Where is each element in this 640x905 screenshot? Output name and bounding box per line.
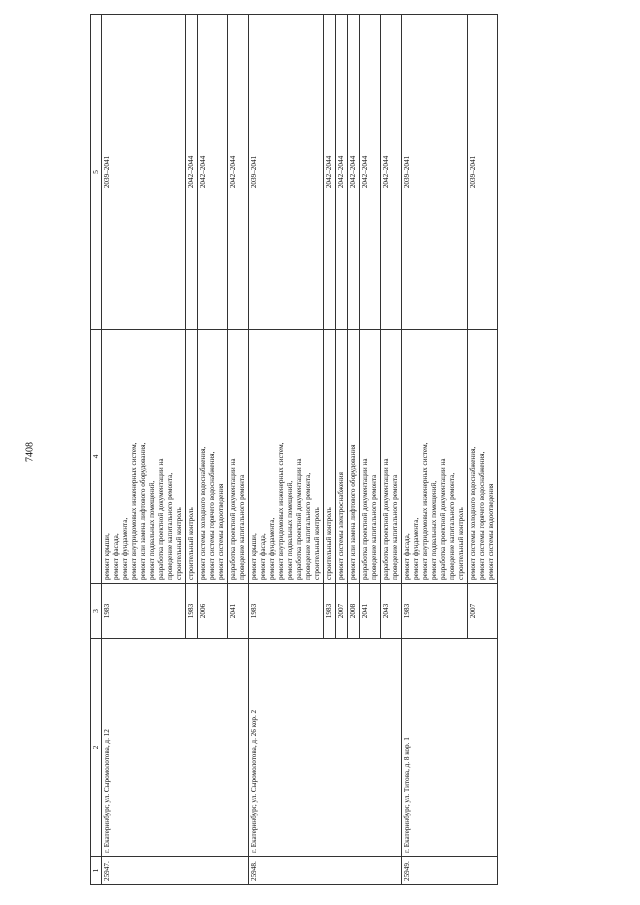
year-cell: 2008 xyxy=(348,584,360,639)
work-line: разработка проектной документации на xyxy=(439,458,447,580)
work-line: ремонт фундамента, xyxy=(121,517,129,580)
work-line: ремонт подвальных помещений, xyxy=(286,480,294,580)
work-line: разработка проектной документации на xyxy=(157,458,165,580)
period-cell: 2039–2041 xyxy=(468,15,498,330)
table-row xyxy=(402,15,468,885)
year-cell: 1983 xyxy=(402,584,468,639)
work-line: строительный контроль xyxy=(457,507,465,580)
landscape-table-container xyxy=(90,15,610,885)
work-line: ремонт подвальных помещений, xyxy=(430,480,438,580)
work-cell xyxy=(381,330,402,584)
work-line: строительный контроль xyxy=(175,507,183,580)
work-line: разработка проектной документации на xyxy=(295,458,303,580)
work-line: ремонт крыши, xyxy=(250,533,258,580)
work-line: ремонт системы горячего водоснабжения, xyxy=(208,451,216,580)
work-line: проведение капитального ремонта xyxy=(238,474,246,580)
header-row xyxy=(91,15,102,885)
work-line: строительный контроль xyxy=(313,507,321,580)
year-cell: 2041 xyxy=(360,584,381,639)
work-line: разработка проектной документации на xyxy=(229,458,237,580)
work-line: ремонт системы водоотведения xyxy=(487,483,495,580)
period-cell: 2042–2044 xyxy=(198,15,228,330)
work-line: ремонт внутридомовых инженерных систем, xyxy=(421,442,429,580)
work-cell xyxy=(228,330,249,584)
period-cell: 2039–2041 xyxy=(249,15,324,330)
period-cell: 2039–2041 xyxy=(402,15,468,330)
work-cell xyxy=(324,330,336,584)
entry-address: г. Екатеринбург, ул. Титова, д. 8 кор. 1 xyxy=(402,639,498,857)
work-line: строительный контроль xyxy=(325,507,333,580)
period-cell: 2042–2044 xyxy=(324,15,336,330)
work-cell xyxy=(468,330,498,584)
year-cell: 2043 xyxy=(381,584,402,639)
work-line: проведение капитального ремонта xyxy=(391,474,399,580)
period-cell: 2042–2044 xyxy=(360,15,381,330)
work-line: ремонт системы электроснабжения xyxy=(337,472,345,580)
period-cell: 2042–2044 xyxy=(348,15,360,330)
period-cell: 2042–2044 xyxy=(381,15,402,330)
work-line: ремонт или замена лифтового оборудования, xyxy=(139,442,147,580)
work-line: ремонт фундамента, xyxy=(268,517,276,580)
year-cell: 1983 xyxy=(324,584,336,639)
year-cell: 2007 xyxy=(468,584,498,639)
page-number: 7408 xyxy=(24,442,36,462)
entry-number: 25948. xyxy=(249,857,402,885)
header-cell: 5 xyxy=(91,15,102,330)
period-cell: 2042–2044 xyxy=(228,15,249,330)
work-cell xyxy=(186,330,198,584)
header-cell: 2 xyxy=(91,639,102,857)
work-line: ремонт фасада, xyxy=(259,533,267,580)
work-line: проведение капитального ремонта, xyxy=(166,472,174,580)
year-cell: 1983 xyxy=(186,584,198,639)
work-line: разработка проектной документации на xyxy=(382,458,390,580)
year-cell: 1983 xyxy=(102,584,186,639)
year-cell: 2006 xyxy=(198,584,228,639)
work-cell xyxy=(336,330,348,584)
period-cell: 2039–2041 xyxy=(102,15,186,330)
work-cell xyxy=(360,330,381,584)
table-row xyxy=(102,15,186,885)
work-cell xyxy=(348,330,360,584)
work-line: ремонт фундамента, xyxy=(412,517,420,580)
work-line: разработка проектной документации на xyxy=(361,458,369,580)
header-cell: 4 xyxy=(91,330,102,584)
work-line: проведение капитального ремонта, xyxy=(304,472,312,580)
header-cell: 3 xyxy=(91,584,102,639)
year-cell: 1983 xyxy=(249,584,324,639)
entry-address: г. Екатеринбург, ул. Сыромолотова, д. 12 xyxy=(102,639,249,857)
work-cell xyxy=(198,330,228,584)
entry-number: 25949. xyxy=(402,857,498,885)
entry-address: г. Екатеринбург, ул. Сыромолотова, д. 26 кор. 2 xyxy=(249,639,402,857)
entry-number: 25947. xyxy=(102,857,249,885)
work-line: ремонт внутридомовых инженерных систем, xyxy=(277,442,285,580)
table-row xyxy=(249,15,324,885)
year-cell: 2041 xyxy=(228,584,249,639)
work-line: ремонт фасада, xyxy=(403,533,411,580)
work-line: ремонт системы горячего водоснабжения, xyxy=(478,451,486,580)
work-cell xyxy=(249,330,324,584)
capital-repair-table xyxy=(90,14,498,885)
work-line: ремонт внутридомовых инженерных систем, xyxy=(130,442,138,580)
work-line: ремонт крыши, xyxy=(103,533,111,580)
work-line: ремонт системы холодного водоснабжения, xyxy=(199,446,207,580)
work-line: строительный контроль xyxy=(187,507,195,580)
work-line: ремонт системы холодного водоснабжения, xyxy=(469,446,477,580)
work-cell xyxy=(102,330,186,584)
header-cell: 1 xyxy=(91,857,102,885)
period-cell: 2042–2044 xyxy=(336,15,348,330)
work-line: ремонт или замена лифтового оборудования xyxy=(349,444,357,580)
work-cell xyxy=(402,330,468,584)
period-cell: 2042–2044 xyxy=(186,15,198,330)
work-line: ремонт подвальных помещений, xyxy=(148,480,156,580)
work-line: проведение капитального ремонта, xyxy=(448,472,456,580)
year-cell: 2007 xyxy=(336,584,348,639)
work-line: проведение капитального ремонта xyxy=(370,474,378,580)
work-line: ремонт фасада, xyxy=(112,533,120,580)
work-line: ремонт системы водоотведения xyxy=(217,483,225,580)
